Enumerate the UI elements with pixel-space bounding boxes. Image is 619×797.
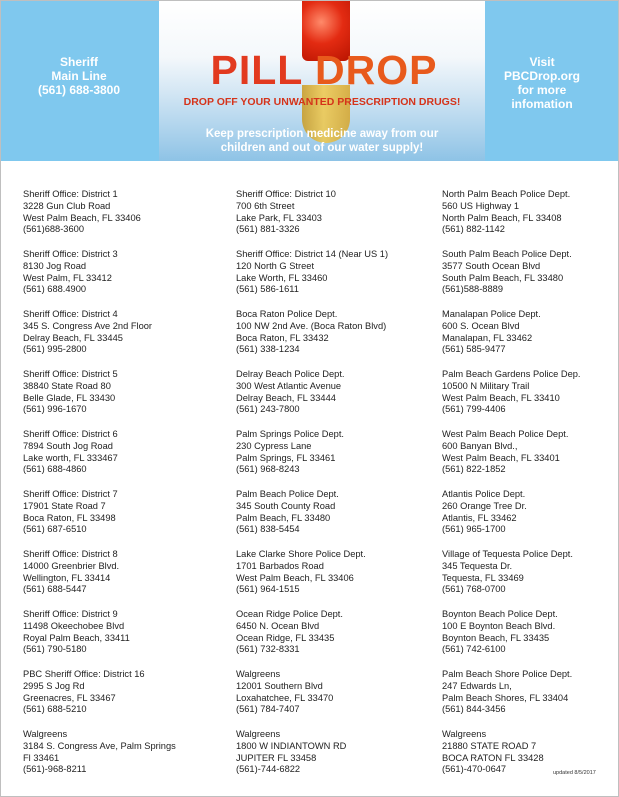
location-entry bbox=[23, 669, 213, 729]
location-city: Palm Springs, FL 33461 bbox=[236, 452, 336, 463]
location-entry bbox=[236, 729, 426, 789]
location-entry bbox=[236, 369, 426, 429]
location-city: Lake Park, FL 33403 bbox=[236, 212, 322, 223]
location-street: 600 S. Ocean Blvd bbox=[442, 320, 520, 331]
location-city: Loxahatchee, FL 33470 bbox=[236, 692, 334, 703]
location-city: Wellington, FL 33414 bbox=[23, 572, 111, 583]
location-phone: (561) 799-4406 bbox=[442, 404, 506, 415]
location-street: 700 6th Street bbox=[236, 200, 295, 211]
locations-column-3 bbox=[442, 189, 619, 789]
location-phone: (561) 838-5454 bbox=[236, 524, 300, 535]
location-phone: (561) 586-1611 bbox=[236, 284, 299, 295]
location-street: 300 West Atlantic Avenue bbox=[236, 380, 342, 391]
location-entry bbox=[23, 609, 213, 669]
location-phone: (561) 687-6510 bbox=[23, 524, 87, 535]
logo-drop-word: DROP bbox=[315, 47, 438, 93]
location-city: Boca Raton, FL 33498 bbox=[23, 512, 116, 523]
location-street: 230 Cypress Lane bbox=[236, 440, 312, 451]
location-phone: (561) 585-9477 bbox=[442, 344, 506, 355]
location-street: 600 Banyan Blvd., bbox=[442, 440, 518, 451]
location-phone: (561) 996-1670 bbox=[23, 404, 87, 415]
location-name: Village of Tequesta Police Dept. bbox=[442, 549, 573, 559]
location-entry bbox=[442, 369, 619, 429]
location-city: Lake Worth, FL 33460 bbox=[236, 272, 328, 283]
header-banner bbox=[1, 1, 618, 161]
location-street: 11498 Okeechobee Blvd bbox=[23, 620, 125, 631]
location-phone: (561) 965-1700 bbox=[442, 524, 506, 535]
location-entry bbox=[236, 609, 426, 669]
more-label: for more bbox=[517, 83, 567, 97]
location-street: 120 North G Street bbox=[236, 260, 315, 271]
location-name: Atlantis Police Dept. bbox=[442, 489, 526, 499]
location-city: Delray Beach, FL 33444 bbox=[236, 392, 336, 403]
location-entry bbox=[23, 369, 213, 429]
location-name: North Palm Beach Police Dept. bbox=[442, 189, 571, 199]
location-phone: (561) 688-5447 bbox=[23, 584, 87, 595]
location-name: Sheriff Office: District 14 (Near US 1) bbox=[236, 249, 389, 259]
location-name: Sheriff Office: District 6 bbox=[23, 429, 118, 439]
banner-subtitle bbox=[159, 127, 485, 155]
location-city: Palm Beach Shores, FL 33404 bbox=[442, 692, 569, 703]
location-entry bbox=[442, 489, 619, 549]
location-street: 345 South County Road bbox=[236, 500, 336, 511]
location-phone: (561)-744-6822 bbox=[236, 764, 301, 775]
location-city: Delray Beach, FL 33445 bbox=[23, 332, 123, 343]
location-city: Fl 33461 bbox=[23, 752, 60, 763]
location-entry bbox=[23, 489, 213, 549]
location-entry bbox=[23, 189, 213, 249]
location-street: 8130 Jog Road bbox=[23, 260, 87, 271]
location-phone: (561) 822-1852 bbox=[442, 464, 506, 475]
updated-date: updated 8/5/2017 bbox=[553, 770, 596, 776]
location-street: 260 Orange Tree Dr. bbox=[442, 500, 527, 511]
location-entry bbox=[236, 249, 426, 309]
location-entry bbox=[23, 249, 213, 309]
location-entry bbox=[23, 309, 213, 369]
location-city: South Palm Beach, FL 33480 bbox=[442, 272, 564, 283]
location-entry bbox=[236, 309, 426, 369]
location-name: Manalapan Police Dept. bbox=[442, 309, 541, 319]
location-name: PBC Sheriff Office: District 16 bbox=[23, 669, 145, 679]
location-city: Boynton Beach, FL 33435 bbox=[442, 632, 550, 643]
pill-drop-logo bbox=[179, 49, 469, 91]
locations-column-1 bbox=[23, 189, 213, 789]
location-name: Lake Clarke Shore Police Dept. bbox=[236, 549, 366, 559]
location-name: Sheriff Office: District 5 bbox=[23, 369, 118, 379]
location-street: 10500 N Military Trail bbox=[442, 380, 530, 391]
location-city: West Palm Beach, FL 33406 bbox=[23, 212, 141, 223]
location-name: Ocean Ridge Police Dept. bbox=[236, 609, 343, 619]
location-street: 3577 South Ocean Blvd bbox=[442, 260, 541, 271]
location-street: 560 US Highway 1 bbox=[442, 200, 519, 211]
location-phone: (561) 243-7800 bbox=[236, 404, 300, 415]
location-name: Sheriff Office: District 4 bbox=[23, 309, 118, 319]
location-city: Ocean Ridge, FL 33435 bbox=[236, 632, 335, 643]
location-name: Walgreens bbox=[236, 669, 281, 679]
location-name: West Palm Beach Police Dept. bbox=[442, 429, 569, 439]
location-street: 345 S. Congress Ave 2nd Floor bbox=[23, 320, 153, 331]
location-name: Walgreens bbox=[442, 729, 487, 739]
visit-label: Visit bbox=[529, 55, 555, 69]
subtitle-line-2: children and out of our water supply! bbox=[220, 142, 424, 154]
location-city: Atlantis, FL 33462 bbox=[442, 512, 517, 523]
location-entry bbox=[442, 549, 619, 609]
location-phone: (561) 732-8331 bbox=[236, 644, 300, 655]
location-city: West Palm Beach, FL 33401 bbox=[442, 452, 560, 463]
location-name: Boca Raton Police Dept. bbox=[236, 309, 338, 319]
visit-website bbox=[487, 55, 597, 111]
location-entry bbox=[442, 189, 619, 249]
location-street: 3228 Gun Club Road bbox=[23, 200, 111, 211]
location-entry bbox=[442, 729, 619, 789]
location-phone: (561)588-8889 bbox=[442, 284, 503, 295]
location-name: Sheriff Office: District 9 bbox=[23, 609, 118, 619]
location-phone: (561) 688.4900 bbox=[23, 284, 87, 295]
location-city: West Palm Beach, FL 33406 bbox=[236, 572, 354, 583]
location-entry bbox=[442, 249, 619, 309]
main-line-phone: (561) 688-3800 bbox=[37, 83, 121, 97]
location-street: 1800 W INDIANTOWN RD bbox=[236, 740, 347, 751]
subtitle-line-1: Keep prescription medicine away from our bbox=[205, 128, 439, 140]
location-phone: (561) 844-3456 bbox=[442, 704, 506, 715]
location-phone: (561) 790-5180 bbox=[23, 644, 87, 655]
location-name: South Palm Beach Police Dept. bbox=[442, 249, 572, 259]
locations-column-2 bbox=[236, 189, 426, 789]
location-city: Palm Beach, FL 33480 bbox=[236, 512, 331, 523]
location-phone: (561) 688-5210 bbox=[23, 704, 87, 715]
location-phone: (561) 338-1234 bbox=[236, 344, 300, 355]
location-phone: (561)688-3600 bbox=[23, 224, 84, 235]
location-phone: (561) 881-3326 bbox=[236, 224, 300, 235]
location-phone: (561)-968-8211 bbox=[23, 764, 87, 775]
location-name: Sheriff Office: District 3 bbox=[23, 249, 118, 259]
location-name: Delray Beach Police Dept. bbox=[236, 369, 345, 379]
location-city: Manalapan, FL 33462 bbox=[442, 332, 533, 343]
location-name: Boynton Beach Police Dept. bbox=[442, 609, 558, 619]
sheriff-main-line bbox=[23, 55, 135, 97]
location-street: 247 Edwards Ln, bbox=[442, 680, 512, 691]
sheriff-label: Sheriff bbox=[59, 55, 98, 69]
logo-panel bbox=[159, 1, 485, 161]
location-phone: (561) 964-1515 bbox=[236, 584, 300, 595]
location-city: Greenacres, FL 33467 bbox=[23, 692, 116, 703]
location-city: West Palm, FL 33412 bbox=[23, 272, 112, 283]
location-entry bbox=[236, 489, 426, 549]
location-phone: (561)-470-0647 bbox=[442, 764, 507, 775]
location-entry bbox=[236, 669, 426, 729]
location-name: Sheriff Office: District 8 bbox=[23, 549, 118, 559]
location-phone: (561) 784-7407 bbox=[236, 704, 300, 715]
location-street: 17901 State Road 7 bbox=[23, 500, 106, 511]
location-street: 12001 Southern Blvd bbox=[236, 680, 323, 691]
location-entry bbox=[442, 429, 619, 489]
location-street: 6450 N. Ocean Blvd bbox=[236, 620, 320, 631]
location-name: Palm Beach Gardens Police Dep. bbox=[442, 369, 581, 379]
location-street: 1701 Barbados Road bbox=[236, 560, 324, 571]
location-city: Tequesta, FL 33469 bbox=[442, 572, 524, 583]
location-entry bbox=[442, 309, 619, 369]
main-line-label: Main Line bbox=[51, 69, 107, 83]
location-phone: (561) 768-0700 bbox=[442, 584, 506, 595]
location-entry bbox=[236, 549, 426, 609]
location-street: 100 NW 2nd Ave. (Boca Raton Blvd) bbox=[236, 320, 387, 331]
location-phone: (561) 742-6100 bbox=[442, 644, 506, 655]
location-city: North Palm Beach, FL 33408 bbox=[442, 212, 562, 223]
location-street: 100 E Boynton Beach Blvd. bbox=[442, 620, 556, 631]
location-entry bbox=[236, 189, 426, 249]
location-street: 14000 Greenbrier Blvd. bbox=[23, 560, 120, 571]
website-link[interactable]: PBCDrop.org bbox=[504, 69, 580, 83]
location-city: Lake worth, FL 333467 bbox=[23, 452, 118, 463]
location-name: Walgreens bbox=[236, 729, 281, 739]
logo-tagline: DROP OFF YOUR UNWANTED PRESCRIPTION DRUGS! bbox=[183, 96, 461, 108]
location-name: Sheriff Office: District 10 bbox=[236, 189, 336, 199]
location-city: West Palm Beach, FL 33410 bbox=[442, 392, 560, 403]
location-city: BOCA RATON FL 33428 bbox=[442, 752, 544, 763]
location-name: Palm Springs Police Dept. bbox=[236, 429, 344, 439]
location-street: 21880 STATE ROAD 7 bbox=[442, 740, 537, 751]
location-entry bbox=[23, 729, 213, 789]
location-entry bbox=[23, 429, 213, 489]
location-street: 3184 S. Congress Ave, Palm Springs bbox=[23, 740, 176, 751]
location-phone: (561) 968-8243 bbox=[236, 464, 300, 475]
location-name: Palm Beach Shore Police Dept. bbox=[442, 669, 573, 679]
location-city: JUPITER FL 33458 bbox=[236, 752, 317, 763]
location-name: Palm Beach Police Dept. bbox=[236, 489, 339, 499]
location-phone: (561) 995-2800 bbox=[23, 344, 87, 355]
location-city: Belle Glade, FL 33430 bbox=[23, 392, 116, 403]
location-street: 2995 S Jog Rd bbox=[23, 680, 85, 691]
location-name: Walgreens bbox=[23, 729, 68, 739]
location-entry bbox=[442, 609, 619, 669]
logo-pill-word: PILL bbox=[210, 47, 303, 93]
location-name: Sheriff Office: District 7 bbox=[23, 489, 118, 499]
location-name: Sheriff Office: District 1 bbox=[23, 189, 118, 199]
location-street: 38840 State Road 80 bbox=[23, 380, 111, 391]
location-city: Royal Palm Beach, 33411 bbox=[23, 632, 130, 643]
location-phone: (561) 688-4860 bbox=[23, 464, 87, 475]
information-label: infomation bbox=[511, 97, 573, 111]
location-entry bbox=[442, 669, 619, 729]
location-city: Boca Raton, FL 33432 bbox=[236, 332, 329, 343]
location-phone: (561) 882-1142 bbox=[442, 224, 505, 235]
location-entry bbox=[236, 429, 426, 489]
location-street: 345 Tequesta Dr. bbox=[442, 560, 513, 571]
location-street: 7894 South Jog Road bbox=[23, 440, 113, 451]
location-entry bbox=[23, 549, 213, 609]
